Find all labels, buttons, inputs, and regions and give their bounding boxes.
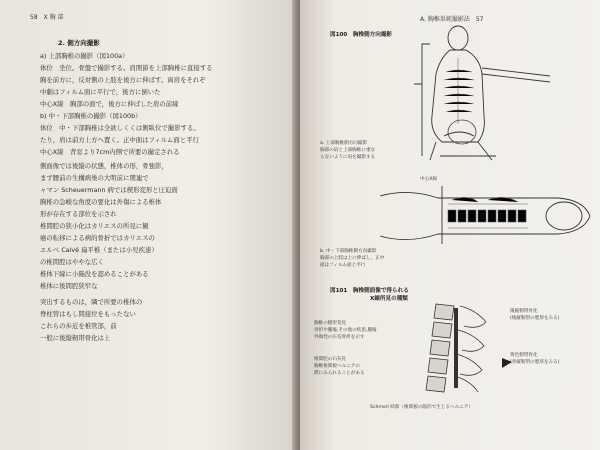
left-page [0, 0, 296, 450]
figure-100-label: 図100 胸椎側方向撮影 [330, 32, 393, 38]
text-line: 椎体に後間腔狭窄な [40, 282, 98, 290]
paragraph-3 [40, 296, 282, 344]
figure-101-label: 図101 胸椎側面像で得られる X線所見の種類 [330, 288, 409, 302]
section-title: 2. 側方向撮影 [58, 39, 100, 47]
lateral-spine-illustration [378, 186, 593, 246]
callout-disc-calcification: 椎間腔の石灰化 胸椎椎間板ヘルニアの 際にみられることがある [314, 357, 365, 376]
text-line: 椎間腔の狭小化はカリエスの所見に観 [40, 222, 149, 230]
text-line: 中心X線 胸部の面で，後方に伸ばした肩の前縁 [40, 100, 179, 108]
text-line: 突出するものは，隣で所要の椎体の [40, 298, 143, 306]
paragraph-2 [40, 160, 282, 292]
callout-yellow-ligament-ossification: 黄色靭帯骨化 (骨縦靭帯の肥厚をみる) [510, 353, 560, 365]
text-line: 脊柱管はもし間接位をもったない [40, 310, 136, 318]
text-line: 胸椎の急峻な角度の要化は外傷による椎体 [40, 198, 162, 206]
figure-100b-caption: b. 中・下部胸椎側方向撮影 胸部の上肢は上に伸ばし，正中 面はフィルム面と平行 [320, 249, 385, 268]
text-line: 形が存在する部位を示され [40, 210, 117, 218]
left-running-head: 58 X 胸 部 [30, 14, 64, 21]
callout-posterior-ligament-ossification: 後縦靭帯骨化 (後縦靭帯の肥厚をみる) [510, 309, 560, 321]
text-line: 一般に後縦靭帯骨化は上 [40, 334, 111, 342]
text-line: 椎体下縁に小陥没を認めることがある [40, 270, 149, 278]
text-line: a) 上部胸椎の撮影（図100a） [40, 52, 129, 60]
right-running-head: A. 胸椎単純撮影法 57 [420, 16, 484, 23]
callout-wedge-deformity: 胸椎の楔形変化 骨折や腫瘍,その他の疾患,腫瘍 外傷性の圧迫骨折を示す [314, 321, 377, 340]
text-line: 中劇はフィルム面に平行で，後方に倒いた [40, 88, 161, 96]
text-line: b) 中・下部胸椎の撮影（図100b） [40, 112, 142, 120]
text-line: 側面像では後縦の状態，椎体の形，骨強影， [40, 162, 168, 170]
text-line: エルベ Calvé 扁平椎（または小児疾患） [40, 246, 158, 254]
text-line: 体位 坐位。骨盤で撮影する。肩関節を上部胸椎に直接する [40, 64, 213, 72]
callout-schmorl-node: Schmorl 結節（椎間板の陥凹で生じるヘルニア） [370, 405, 473, 410]
text-line: ャマン Scheuermann 病では楔形変形と圧迫面 [40, 186, 178, 194]
right-page [300, 0, 600, 450]
text-line: 中心X線 背窓より7cm内側で所要の撮定される [40, 148, 180, 156]
text-line: これらの歩近を椎管部，前 [40, 322, 117, 330]
text-line: 癌の転移による病的骨折ではカリエスの [40, 234, 155, 242]
text-line: の椎間腔はややな広く [40, 258, 104, 266]
text-line: 体位 中・下部胸椎は全欲しくくは側臥位で撮影する。 [40, 124, 200, 132]
seated-patient-illustration [400, 24, 560, 164]
text-line: 胸を前方に，反対側の上肢を後方に伸ばす。両肩をそれぞ [40, 76, 206, 84]
text-line: まず腰前の生構病巣の大明前に関連で [40, 174, 149, 182]
central-ray-label: 中心X線 [420, 177, 437, 182]
paragraph-1 [40, 50, 282, 158]
figure-100a-caption: a. 上部胸椎側方向撮影 胸部の肩と上部胸椎に重な らないように肩を撮影する [320, 141, 376, 160]
text-line: たり，肩は前方上方へ置く。正中面はフィルム面と平行 [40, 136, 199, 144]
